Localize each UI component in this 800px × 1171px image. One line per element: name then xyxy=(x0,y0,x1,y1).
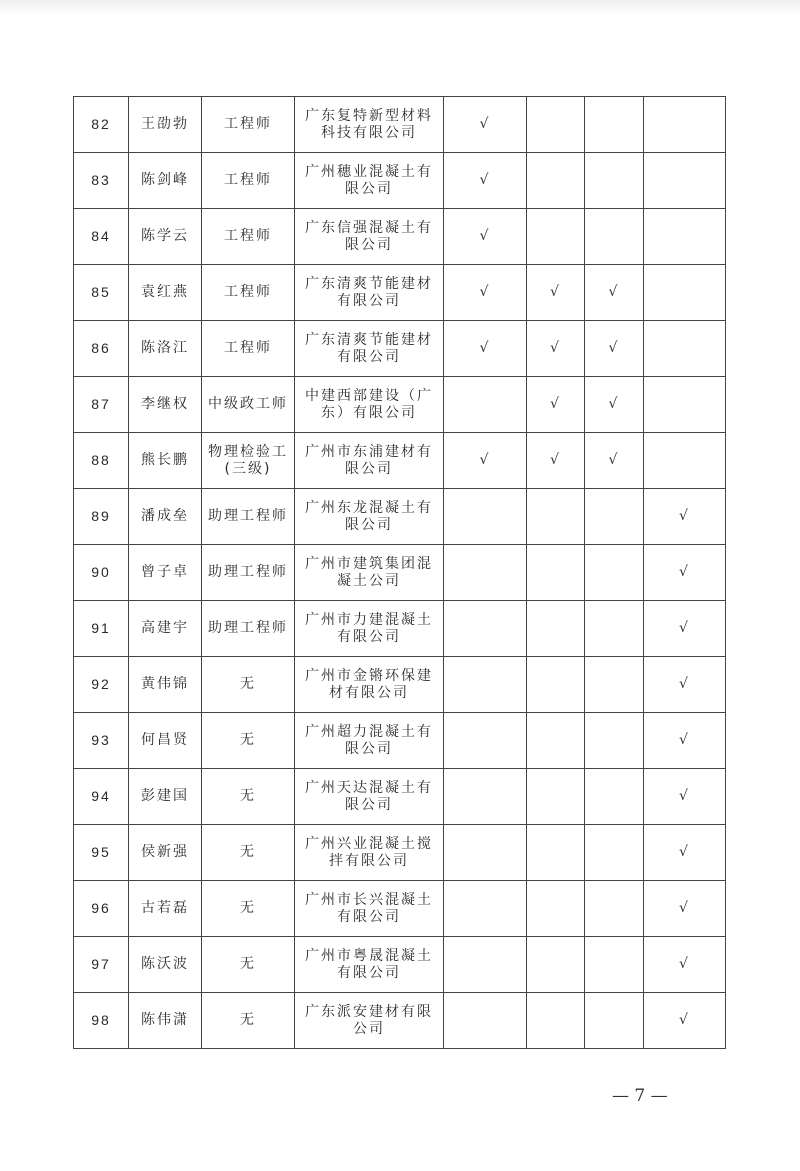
company-name: 广东信强混凝土有限公司 xyxy=(295,209,444,265)
check-col-4: √ xyxy=(644,825,726,881)
check-col-2 xyxy=(527,769,585,825)
check-col-2 xyxy=(527,937,585,993)
check-col-1 xyxy=(444,657,527,713)
company-name: 广东复特新型材料科技有限公司 xyxy=(295,97,444,153)
table-row xyxy=(74,489,726,545)
table-row xyxy=(74,321,726,377)
check-col-2: √ xyxy=(527,433,585,489)
check-col-2 xyxy=(527,713,585,769)
check-col-4: √ xyxy=(644,657,726,713)
check-col-4: √ xyxy=(644,993,726,1049)
company-name: 广州东龙混凝土有限公司 xyxy=(295,489,444,545)
check-col-1: √ xyxy=(444,97,527,153)
check-col-1: √ xyxy=(444,321,527,377)
row-number: 86 xyxy=(74,321,129,377)
row-number: 95 xyxy=(74,825,129,881)
row-number: 88 xyxy=(74,433,129,489)
check-col-1: √ xyxy=(444,265,527,321)
job-title: 无 xyxy=(202,881,295,937)
job-title: 工程师 xyxy=(202,265,295,321)
check-col-2 xyxy=(527,97,585,153)
person-name: 何昌贤 xyxy=(129,713,202,769)
check-col-4: √ xyxy=(644,489,726,545)
table-row xyxy=(74,265,726,321)
job-title: 无 xyxy=(202,937,295,993)
check-col-1 xyxy=(444,545,527,601)
person-name: 熊长鹏 xyxy=(129,433,202,489)
row-number: 89 xyxy=(74,489,129,545)
table-row xyxy=(74,209,726,265)
page-number: — 7 — xyxy=(612,1086,668,1106)
table-body xyxy=(74,97,726,1049)
check-col-4 xyxy=(644,265,726,321)
check-col-2 xyxy=(527,209,585,265)
row-number: 97 xyxy=(74,937,129,993)
person-name: 潘成垒 xyxy=(129,489,202,545)
person-name: 陈学云 xyxy=(129,209,202,265)
check-col-1 xyxy=(444,377,527,433)
row-number: 82 xyxy=(74,97,129,153)
row-number: 92 xyxy=(74,657,129,713)
check-col-3 xyxy=(585,545,644,601)
check-col-2: √ xyxy=(527,265,585,321)
table-row xyxy=(74,153,726,209)
table-row xyxy=(74,993,726,1049)
job-title: 助理工程师 xyxy=(202,545,295,601)
company-name: 广州市建筑集团混凝土公司 xyxy=(295,545,444,601)
table-row xyxy=(74,657,726,713)
check-col-3: √ xyxy=(585,265,644,321)
check-col-1 xyxy=(444,881,527,937)
check-col-1: √ xyxy=(444,153,527,209)
person-name: 陈伟潇 xyxy=(129,993,202,1049)
person-name: 王劭勃 xyxy=(129,97,202,153)
table-row xyxy=(74,713,726,769)
personnel-table xyxy=(73,96,726,1049)
company-name: 广州市长兴混凝土有限公司 xyxy=(295,881,444,937)
row-number: 85 xyxy=(74,265,129,321)
company-name: 广东清爽节能建材有限公司 xyxy=(295,321,444,377)
check-col-2: √ xyxy=(527,321,585,377)
check-col-3 xyxy=(585,657,644,713)
check-col-3 xyxy=(585,209,644,265)
job-title: 助理工程师 xyxy=(202,601,295,657)
check-col-2: √ xyxy=(527,377,585,433)
check-col-4: √ xyxy=(644,881,726,937)
row-number: 87 xyxy=(74,377,129,433)
row-number: 84 xyxy=(74,209,129,265)
check-col-3 xyxy=(585,713,644,769)
check-col-1 xyxy=(444,993,527,1049)
check-col-3: √ xyxy=(585,321,644,377)
company-name: 广州兴业混凝土搅拌有限公司 xyxy=(295,825,444,881)
company-name: 广州穗业混凝土有限公司 xyxy=(295,153,444,209)
check-col-1 xyxy=(444,769,527,825)
person-name: 陈沃波 xyxy=(129,937,202,993)
check-col-3 xyxy=(585,153,644,209)
row-number: 90 xyxy=(74,545,129,601)
company-name: 广州市力建混凝土有限公司 xyxy=(295,601,444,657)
job-title: 无 xyxy=(202,657,295,713)
person-name: 侯新强 xyxy=(129,825,202,881)
check-col-2 xyxy=(527,601,585,657)
job-title: 工程师 xyxy=(202,209,295,265)
check-col-2 xyxy=(527,545,585,601)
job-title: 工程师 xyxy=(202,97,295,153)
row-number: 96 xyxy=(74,881,129,937)
job-title: 工程师 xyxy=(202,153,295,209)
check-col-1: √ xyxy=(444,209,527,265)
check-col-3 xyxy=(585,489,644,545)
table-row xyxy=(74,97,726,153)
check-col-1 xyxy=(444,937,527,993)
person-name: 李继权 xyxy=(129,377,202,433)
check-col-3: √ xyxy=(585,433,644,489)
company-name: 中建西部建设（广东）有限公司 xyxy=(295,377,444,433)
row-number: 91 xyxy=(74,601,129,657)
person-name: 陈洛江 xyxy=(129,321,202,377)
check-col-3 xyxy=(585,601,644,657)
person-name: 黄伟锦 xyxy=(129,657,202,713)
person-name: 曾子卓 xyxy=(129,545,202,601)
check-col-4: √ xyxy=(644,601,726,657)
company-name: 广州市粤晟混凝土有限公司 xyxy=(295,937,444,993)
table-row xyxy=(74,769,726,825)
company-name: 广州天达混凝土有限公司 xyxy=(295,769,444,825)
check-col-4: √ xyxy=(644,769,726,825)
check-col-4: √ xyxy=(644,545,726,601)
table-row xyxy=(74,377,726,433)
check-col-4 xyxy=(644,97,726,153)
check-col-4 xyxy=(644,433,726,489)
company-name: 广东清爽节能建材有限公司 xyxy=(295,265,444,321)
row-number: 83 xyxy=(74,153,129,209)
check-col-3 xyxy=(585,97,644,153)
row-number: 94 xyxy=(74,769,129,825)
job-title: 助理工程师 xyxy=(202,489,295,545)
table-row xyxy=(74,545,726,601)
row-number: 98 xyxy=(74,993,129,1049)
check-col-4 xyxy=(644,321,726,377)
table-row xyxy=(74,825,726,881)
check-col-1 xyxy=(444,713,527,769)
scan-top-edge xyxy=(0,0,800,14)
job-title: 无 xyxy=(202,769,295,825)
job-title: 物理检验工(三级) xyxy=(202,433,295,489)
table-row xyxy=(74,937,726,993)
check-col-4: √ xyxy=(644,937,726,993)
check-col-3 xyxy=(585,881,644,937)
person-name: 古若磊 xyxy=(129,881,202,937)
check-col-4 xyxy=(644,377,726,433)
check-col-2 xyxy=(527,153,585,209)
check-col-3 xyxy=(585,825,644,881)
company-name: 广州超力混凝土有限公司 xyxy=(295,713,444,769)
table-row xyxy=(74,433,726,489)
job-title: 工程师 xyxy=(202,321,295,377)
table-row xyxy=(74,601,726,657)
check-col-1 xyxy=(444,489,527,545)
check-col-3 xyxy=(585,769,644,825)
check-col-4: √ xyxy=(644,713,726,769)
job-title: 无 xyxy=(202,825,295,881)
job-title: 无 xyxy=(202,993,295,1049)
person-name: 陈剑峰 xyxy=(129,153,202,209)
check-col-4 xyxy=(644,209,726,265)
company-name: 广东派安建材有限公司 xyxy=(295,993,444,1049)
check-col-2 xyxy=(527,825,585,881)
row-number: 93 xyxy=(74,713,129,769)
check-col-1 xyxy=(444,825,527,881)
table-row xyxy=(74,881,726,937)
person-name: 袁红燕 xyxy=(129,265,202,321)
person-name: 高建宇 xyxy=(129,601,202,657)
check-col-2 xyxy=(527,881,585,937)
company-name: 广州市东浦建材有限公司 xyxy=(295,433,444,489)
check-col-3: √ xyxy=(585,377,644,433)
check-col-4 xyxy=(644,153,726,209)
check-col-3 xyxy=(585,993,644,1049)
person-name: 彭建国 xyxy=(129,769,202,825)
check-col-1 xyxy=(444,601,527,657)
company-name: 广州市金锵环保建材有限公司 xyxy=(295,657,444,713)
job-title: 中级政工师 xyxy=(202,377,295,433)
check-col-3 xyxy=(585,937,644,993)
check-col-2 xyxy=(527,489,585,545)
check-col-2 xyxy=(527,993,585,1049)
job-title: 无 xyxy=(202,713,295,769)
check-col-2 xyxy=(527,657,585,713)
check-col-1: √ xyxy=(444,433,527,489)
